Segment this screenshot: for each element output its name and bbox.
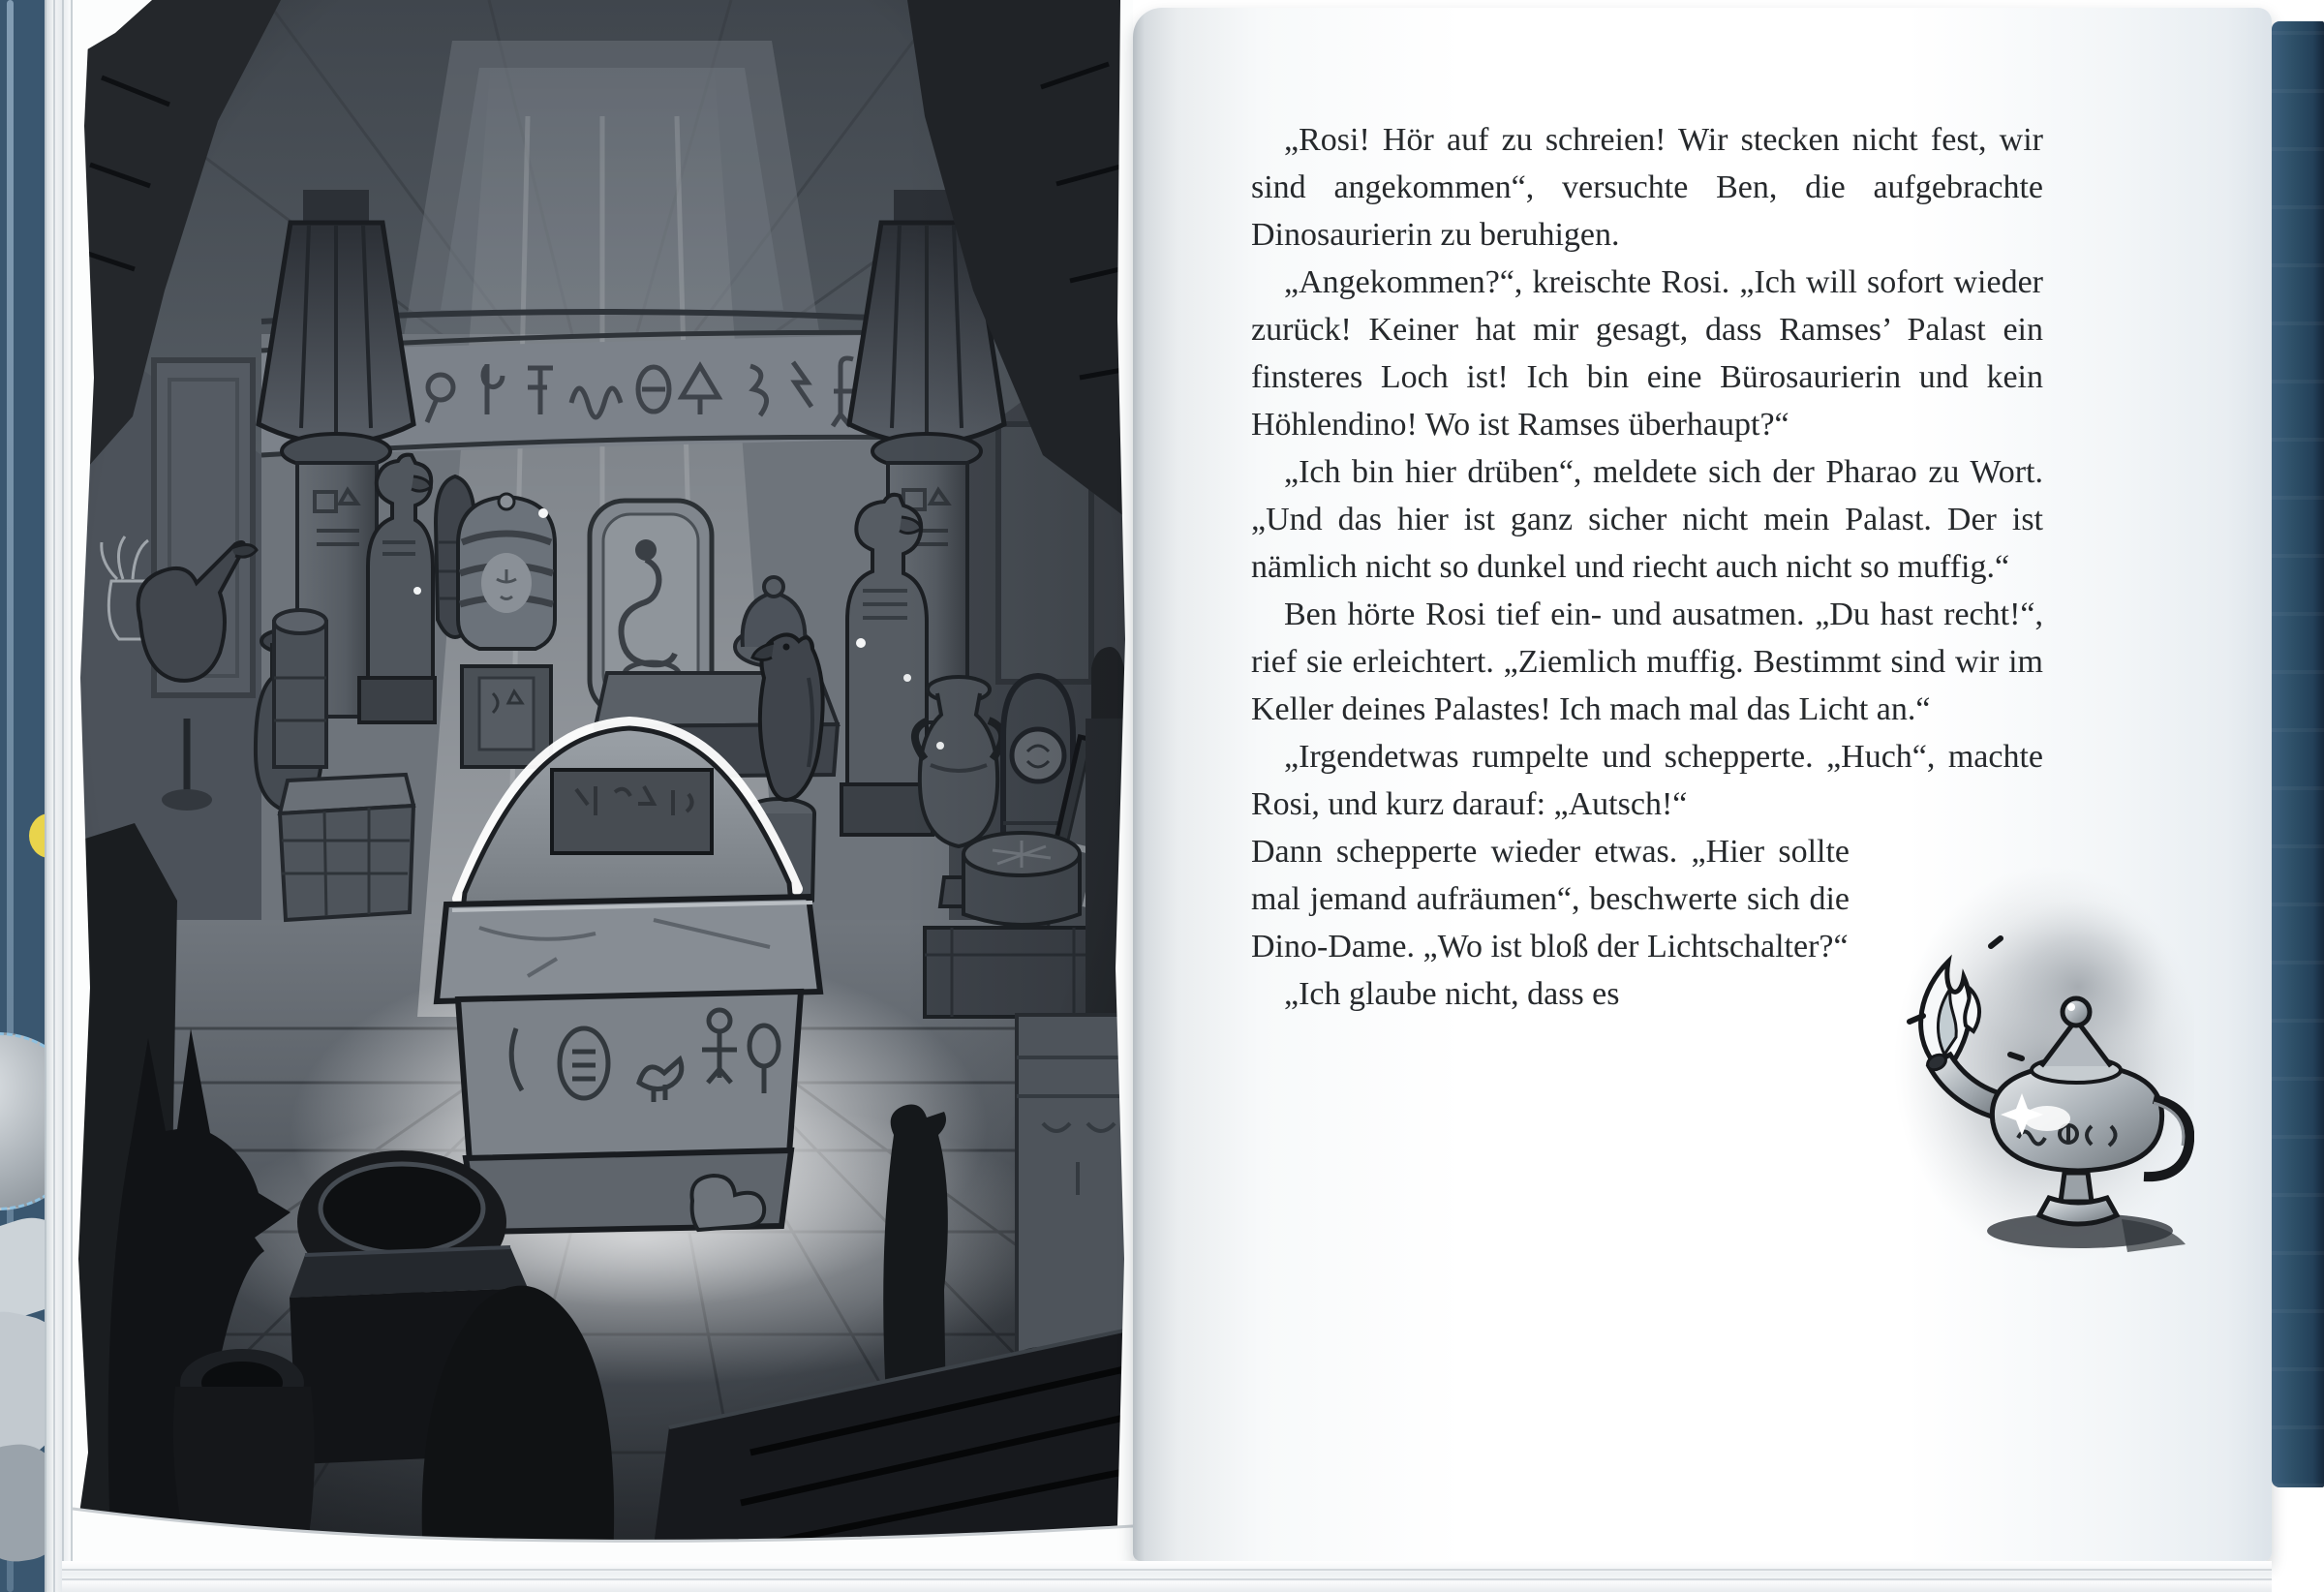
paragraph: Dann schepperte wieder etwas. „Hier sollte mal jemand aufräumen“, beschwerte sich die Dino-Dame. „Wo ist bloß der Lichtschalter?“ [1251,834,1850,964]
paragraph: „Rosi! Hör auf zu schreien! Wir stecken nicht fest, wir sind angekommen“, versuchte Ben, die aufgebrachte Dinosaurierin zu beruhigen. [1251,122,2043,253]
oil-lamp-illustration [1875,832,2194,1270]
paragraph: „Ich bin hier drüben“, meldete sich der Pharao zu Wort. „Und das hier ist ganz sicher nicht mein Palast. Der ist nämlich nicht so dunkel und riecht auch nicht so muffig.“ [1251,454,2043,585]
left-page [73,0,1133,1561]
page-stack-edge-bottom [62,1561,2272,1592]
story-text [1251,116,2043,1270]
paragraph: „Irgendetwas rumpelte und schepperte. „Huch“, machte Rosi, und kurz darauf: „Autsch!“ [1251,739,2043,822]
tomb-illustration [73,0,1133,1561]
book-cover-right-edge [2272,21,2324,1487]
right-page [1133,8,2272,1561]
wrap-section [1251,828,2043,1018]
paragraph: „Ich glaube nicht, dass es [1284,976,1620,1012]
paragraph: „Angekommen?“, kreischte Rosi. „Ich will sofort wieder zurück! Keiner hat mir gesagt, dass Ramses’ Palast ein finsteres Loch ist! Ich bin eine Bürosaurierin und kein Höhlendino! Wo ist Ramses überhaupt?“ [1251,264,2043,443]
page-edge-line [62,1578,2272,1580]
page-stack-edge-left [45,0,76,1592]
paragraph: Ben hörte Rosi tief ein- und ausatmen. „Du hast recht!“, rief sie erleichtert. „Ziemlich muffig. Bestimmt sind wir im Keller deines Palastes! Ich mach mal das Licht an.“ [1251,597,2043,727]
page-edge-line [62,1569,2272,1571]
